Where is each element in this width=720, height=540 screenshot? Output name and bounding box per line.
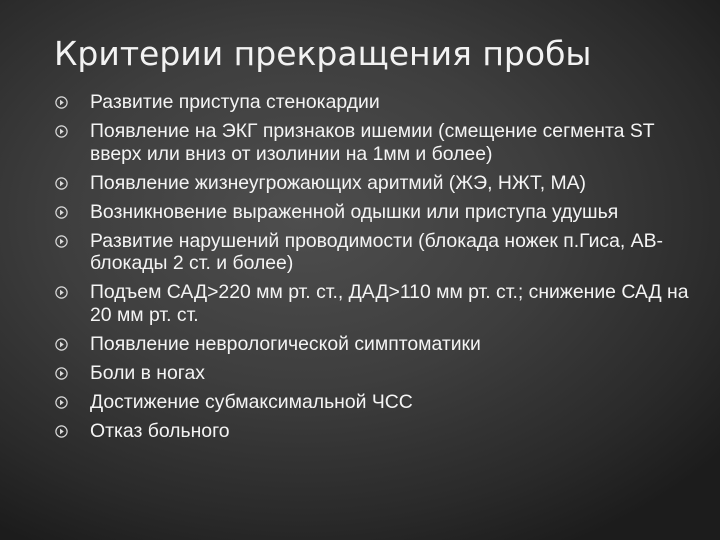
list-item-text: Боли в ногах	[90, 361, 205, 384]
list-item	[0, 420, 720, 443]
circle-arrow-bullet-icon	[55, 367, 68, 380]
list-item	[0, 281, 720, 326]
list-item-text: Развитие нарушений проводимости (блокада ножек п.Гиса, АВ-блокады 2 ст. и более)	[90, 229, 663, 275]
list-item	[0, 120, 720, 165]
circle-arrow-bullet-icon	[55, 425, 68, 438]
circle-arrow-bullet-icon	[55, 286, 68, 299]
list-item-text: Отказ больного	[90, 419, 230, 442]
list-item	[0, 201, 720, 224]
circle-arrow-bullet-icon	[55, 235, 68, 248]
list-item	[0, 333, 720, 356]
list-item	[0, 230, 720, 275]
circle-arrow-bullet-icon	[55, 396, 68, 409]
circle-arrow-bullet-icon	[55, 177, 68, 190]
circle-arrow-bullet-icon	[55, 206, 68, 219]
list-item-text: Развитие приступа стенокардии	[90, 91, 380, 113]
list-item-text: Возникновение выраженной одышки или приступа удушья	[90, 200, 619, 223]
list-item-text: Достижение субмаксимальной ЧСС	[90, 390, 413, 413]
circle-arrow-bullet-icon	[55, 338, 68, 351]
list-item	[0, 362, 720, 385]
list-item-text: Подъем САД>220 мм рт. ст., ДАД>110 мм рт. ст.; снижение САД на 20 мм рт. ст.	[90, 281, 689, 326]
list-item	[0, 391, 720, 414]
list-item	[0, 91, 720, 114]
list-item-text: Появление на ЭКГ признаков ишемии (смещение сегмента ST вверх или вниз от изолинии на 1мм и более)	[90, 119, 655, 165]
slide-title: Критерии прекращения пробы	[54, 34, 592, 73]
criteria-list	[0, 91, 720, 449]
circle-arrow-bullet-icon	[55, 96, 68, 109]
circle-arrow-bullet-icon	[55, 125, 68, 138]
list-item-text: Появление жизнеугрожающих аритмий (ЖЭ, НЖТ, МА)	[90, 171, 587, 194]
list-item	[0, 172, 720, 195]
list-item-text: Появление неврологической симптоматики	[90, 332, 481, 355]
